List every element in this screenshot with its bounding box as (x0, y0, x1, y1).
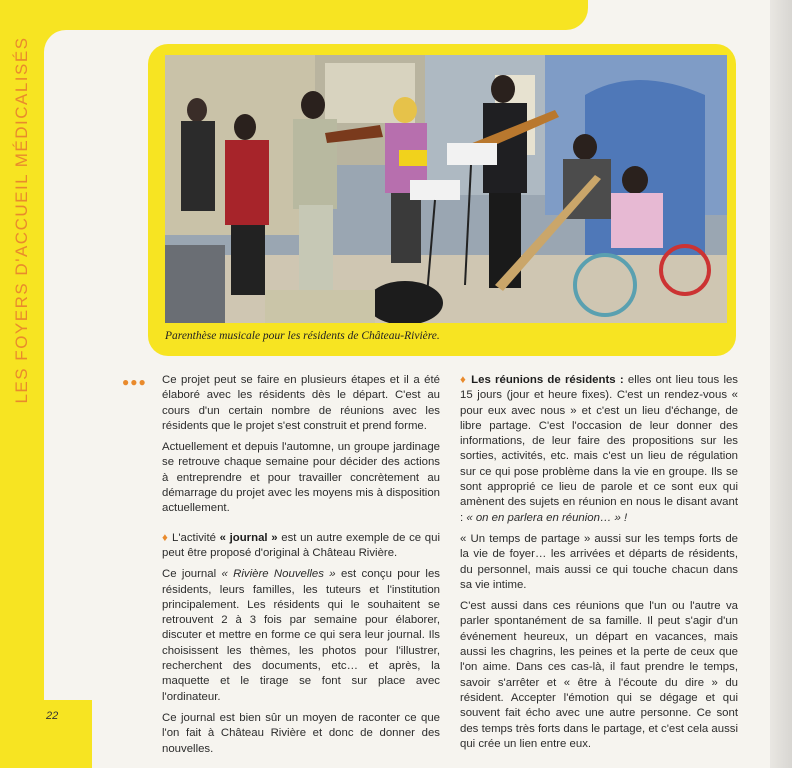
text-run: est un autre exemple de ce qui peut être proposé d'original à Château Rivière. (162, 531, 440, 559)
left-column (162, 373, 440, 763)
text-run: L'activité (171, 531, 220, 544)
yellow-top-band (0, 0, 588, 30)
paragraph: Actuellement et depuis l'automne, un groupe jardinage se retrouve chaque semaine pour décider des actions à entreprendre et pour travailler concrètement au démarrage du projet avec les moyens mis à disposition actuellement. (162, 441, 440, 515)
paragraph (162, 567, 440, 705)
yellow-inner-corner (44, 30, 74, 60)
text-run: Ce journal (162, 568, 222, 581)
text-run: est conçu pour les résidents, leurs familles, les tuteurs et l'institution principalement. Les résidents qui le souhaitent se retrouvent 2 à 3 fois par semaine pour élaborer, discuter et mettre en forme ce qui sera leur journal. Ils choisissent les thèmes, les photos pour l'illustrer, recherchent des documents, etc… et après, la maquette et le tirage se font sur place avec l'ordinateur. (162, 568, 440, 703)
page-number: 22 (46, 710, 59, 722)
paragraph: « Un temps de partage » aussi sur les temps forts de la vie de foyer… les arrivées et départs de résidents, du personnel, mais aussi ce qui touche chacun dans sa vie intime. (460, 532, 738, 591)
section-title: LES FOYERS D'ACCUEIL MÉDICALISÉS (12, 36, 31, 404)
paragraph (162, 531, 440, 562)
paragraph: Ce journal est bien sûr un moyen de raconter ce que l'on fait à Château Rivière et donc de donner des nouvelles. (162, 711, 440, 755)
paragraph: C'est aussi dans ces réunions que l'un ou l'autre va parler spontanément de sa famille. Il peut s'agir d'un événement heureux, un départ en vacances, mais aussi les chagrins, les peines et la perte de ceux que l'on aime. Dans ces cas-là, il faut prendre le temps, savoir s'arrêter et « être à l'écoute du dire » du résident. Accepter l'émotion qui se dégage et qui souvent fait écho avec une autre personne. Ce sont des temps très forts dans le partage, et c'est cela aussi qui crée un lien entre eux. (460, 600, 738, 750)
emphasis: « journal » (219, 531, 278, 544)
photo-caption: Parenthèse musicale pour les résidents de Château-Rivière. (165, 330, 440, 342)
paragraph: Ce projet peut se faire en plusieurs étapes et il a été élaboré avec les résidents dès le départ. C'est au cours d'un certain nombre de réunions avec les résidents que le projet s'est construit et prend forme. (162, 374, 440, 432)
paragraph (460, 373, 738, 526)
journal-title: « Rivière Nouvelles » (221, 568, 336, 581)
concert-photo-illustration (165, 55, 727, 323)
concert-photo (165, 55, 727, 323)
page-edge-shadow (770, 0, 792, 768)
text-run: elles ont lieu tous les 15 jours (jour et heure fixes). C'est un rendez-vous « pour eux avec nous » et c'est un lieu d'échange, de libre partage. C'est l'occasion de leur donner des informations, de leur faire des propositions sur les sorties, activités, etc. mais c'est un lieu de régulation sur ce qui pose problème dans la vie en groupe. Ils se sont approprié ce lieu de parole et ce sont eux qui amènent des sujets en réunion en nous le disant avant : (460, 374, 739, 524)
diamond-bullet-icon: ♦ (460, 374, 467, 386)
section-heading: Les réunions de résidents : (471, 374, 624, 386)
diamond-bullet-icon: ♦ (162, 531, 169, 544)
ellipsis-bullet-icon: ●●● (122, 375, 147, 389)
quote: « on en parlera en réunion… » ! (466, 511, 628, 524)
right-column (460, 373, 738, 758)
